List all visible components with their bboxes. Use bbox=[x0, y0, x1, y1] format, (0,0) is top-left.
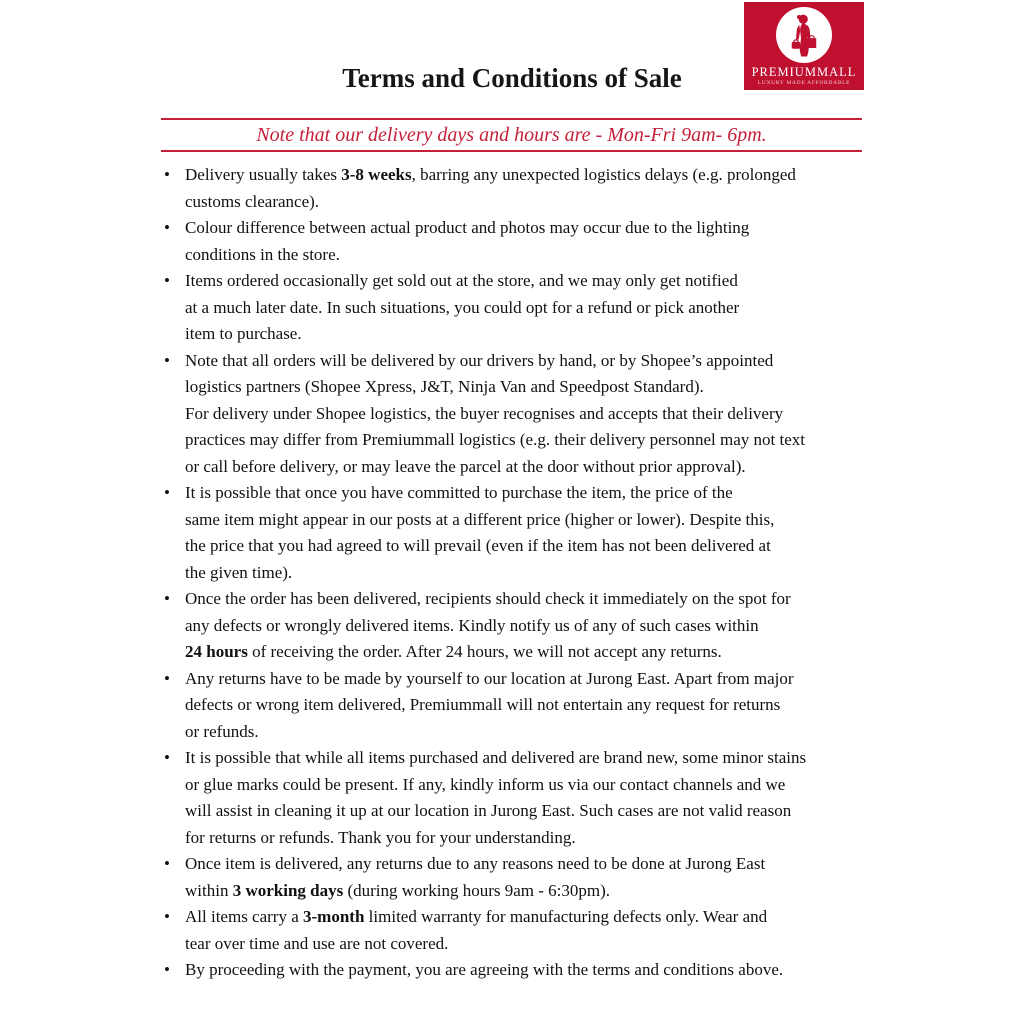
logo-tagline: LUXURY MADE AFFORDABLE bbox=[757, 80, 851, 86]
term-item: • It is possible that once you have committed to purchase the item, the price of the same item might appear in our posts at a different price (higher or lower). Despite this, the price that you had agreed to will prevail (even if the item has not been delivered at the given time). bbox=[161, 480, 877, 586]
term-item: • Once the order has been delivered, recipients should check it immediately on the spot for any defects or wrongly delivered items. Kindly notify us of any of such cases within 24 hours of receiving the order. After 24 hours, we will not accept any returns. bbox=[161, 586, 877, 666]
premiummall-logo bbox=[744, 2, 864, 90]
woman-with-shopping-bags-icon bbox=[781, 12, 827, 58]
delivery-notice-text: Note that our delivery days and hours are - Mon-Fri 9am- 6pm. bbox=[256, 124, 767, 146]
term-item: • Items ordered occasionally get sold out at the store, and we may only get notified at a much later date. In such situations, you could opt for a refund or pick another item to purchase. bbox=[161, 268, 877, 348]
page-title: Terms and Conditions of Sale bbox=[342, 63, 682, 93]
term-item: • By proceeding with the payment, you are agreeing with the terms and conditions above. bbox=[161, 957, 877, 984]
term-item: • Note that all orders will be delivered by our drivers by hand, or by Shopee’s appointed logistics partners (Shopee Xpress, J&T, Ninja Van and Speedpost Standard). For delivery under Shopee logistics, the buyer recognises and accepts that their delivery practices may differ from Premiummall logistics (e.g. their delivery personnel may not text or call before delivery, or may leave the parcel at the door without prior approval). bbox=[161, 348, 877, 481]
logo-circle bbox=[776, 7, 832, 63]
terms-list bbox=[161, 162, 877, 984]
term-item: • Any returns have to be made by yourself to our location at Jurong East. Apart from major defects or wrong item delivered, Premiummall will not entertain any request for returns or refunds. bbox=[161, 666, 877, 746]
term-item: • Delivery usually takes 3-8 weeks, barring any unexpected logistics delays (e.g. prolonged customs clearance). bbox=[161, 162, 877, 215]
term-item: • It is possible that while all items purchased and delivered are brand new, some minor stains or glue marks could be present. If any, kindly inform us via our contact channels and we will assist in cleaning it up at our location in Jurong East. Such cases are not valid reason for returns or refunds. Thank you for your understanding. bbox=[161, 745, 877, 851]
term-item: • Once item is delivered, any returns due to any reasons need to be done at Jurong East within 3 working days (during working hours 9am - 6:30pm). bbox=[161, 851, 877, 904]
logo-brand-name: PREMIUMMALL bbox=[751, 65, 857, 79]
term-item: • Colour difference between actual product and photos may occur due to the lighting conditions in the store. bbox=[161, 215, 877, 268]
term-item: • All items carry a 3-month limited warranty for manufacturing defects only. Wear and tear over time and use are not covered. bbox=[161, 904, 877, 957]
delivery-notice-bar bbox=[161, 118, 862, 152]
